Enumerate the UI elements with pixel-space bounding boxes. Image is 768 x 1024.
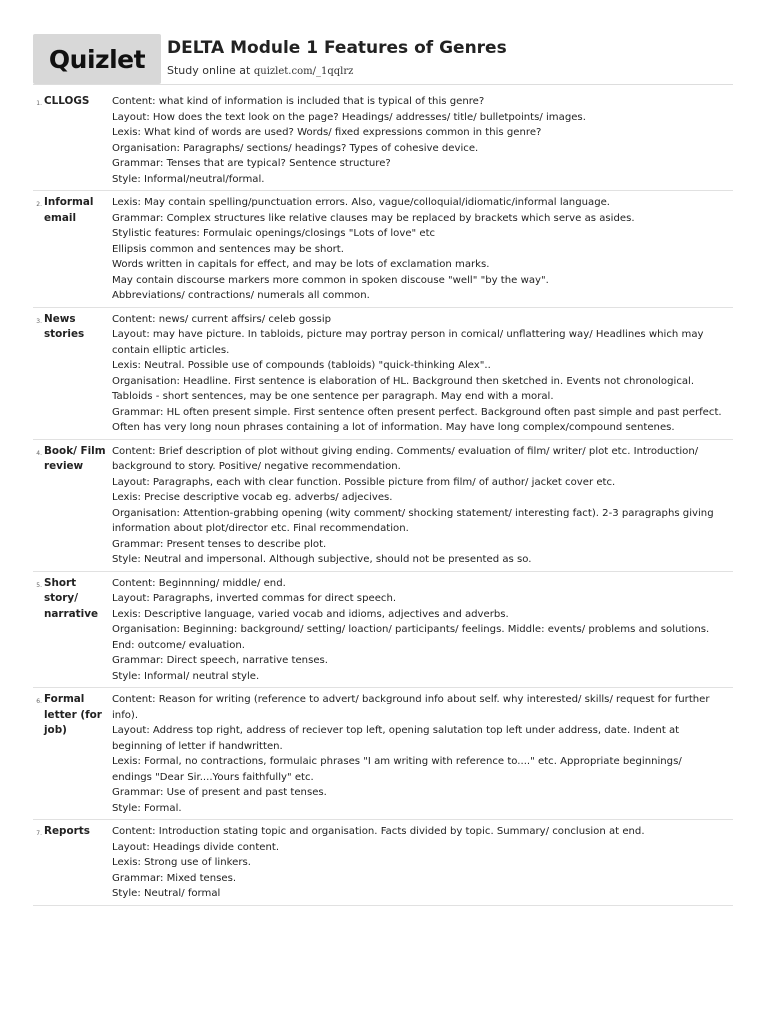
- definition-line: Grammar: HL often present simple. First sentence often present perfect. Background often past simple and past perfect.: [112, 406, 722, 418]
- study-online-label: Study online at: [167, 64, 254, 77]
- term-label: [44, 824, 112, 902]
- term-row: [33, 440, 733, 572]
- term-label-line: job): [44, 724, 67, 736]
- term-label: [44, 195, 112, 304]
- definition-line: Lexis: Formal, no contractions, formulaic phrases "I am writing with reference to...." etc. Appropriate beginnings/: [112, 756, 682, 767]
- set-title: DELTA Module 1 Features of Genres: [167, 38, 507, 58]
- term-definition: [112, 312, 733, 436]
- definition-line: Organisation: Paragraphs/ sections/ headings? Types of cohesive device.: [112, 142, 479, 154]
- definition-line: Content: news/ current affsirs/ celeb gossip: [112, 313, 332, 325]
- definition-line: info).: [112, 709, 139, 721]
- term-label-line: narrative: [44, 607, 99, 620]
- definition-line: Lexis: Descriptive language, varied vocab and idioms, adjectives and adverbs.: [112, 608, 509, 620]
- definition-line: Content: Beginnning/ middle/ end.: [112, 577, 286, 589]
- definition-line: May contain discourse markers more common in spoken discouse "well" "by the way".: [112, 274, 549, 286]
- term-label-line: letter (for: [44, 708, 102, 721]
- term-label-line: Short: [44, 576, 77, 589]
- definition-line: Grammar: Complex structures like relative clauses may be replaced by brackets which serve as asides.: [112, 212, 635, 224]
- definition-line: Organisation: Beginning: background/ setting/ loaction/ participants/ feelings. Middle: events/ problems and solutions.: [112, 624, 710, 635]
- term-label-line: review: [44, 460, 84, 472]
- term-label-line: Book/ Film: [44, 444, 106, 457]
- definition-line: Grammar: Use of present and past tenses.: [112, 787, 327, 798]
- definition-line: Content: what kind of information is included that is typical of this genre?: [112, 96, 485, 107]
- term-number: 3.: [36, 317, 42, 325]
- definition-line: Abbreviations/ contractions/ numerals all common.: [112, 290, 370, 301]
- term-label: [44, 94, 112, 187]
- term-label: [44, 444, 112, 568]
- definition-line: Lexis: Strong use of linkers.: [112, 857, 251, 868]
- term-row: [33, 688, 733, 820]
- term-label-line: stories: [44, 328, 85, 340]
- definition-line: Grammar: Tenses that are typical? Sentence structure?: [112, 158, 391, 169]
- term-label: [44, 576, 112, 685]
- term-definition: [112, 94, 733, 187]
- definition-line: End: outcome/ evaluation.: [112, 639, 245, 651]
- definition-line: Ellipsis common and sentences may be short.: [112, 243, 344, 255]
- term-number: 5.: [36, 581, 42, 589]
- definition-line: Lexis: Precise descriptive vocab eg. adverbs/ adjecives.: [112, 492, 393, 503]
- term-row: [33, 191, 733, 308]
- definition-line: Grammar: Direct speech, narrative tenses.: [112, 655, 329, 666]
- header-divider: [33, 84, 733, 85]
- term-list: [33, 90, 733, 906]
- definition-line: Style: Informal/ neutral style.: [112, 670, 260, 682]
- definition-line: Content: Introduction stating topic and organisation. Facts divided by topic. Summary/ conclusion at end.: [112, 826, 645, 837]
- term-label-line: email: [44, 211, 77, 224]
- term-label-line: News: [44, 312, 76, 325]
- term-label-line: story/: [44, 592, 78, 604]
- definition-line: Layout: Headings divide content.: [112, 841, 280, 853]
- term-label-line: Reports: [44, 825, 90, 837]
- definition-line: Style: Neutral and impersonal. Although subjective, should not be presented as so.: [112, 554, 532, 565]
- term-number: 6.: [36, 698, 42, 705]
- term-definition: [112, 576, 733, 685]
- definition-line: Stylistic features: Formulaic openings/closings "Lots of love" etc: [112, 228, 436, 239]
- definition-line: Grammar: Present tenses to describe plot.: [112, 538, 327, 550]
- quizlet-logo[interactable]: Quizlet: [33, 34, 161, 84]
- definition-line: Often has very long noun phrases containing a lot of information. May have long complex/compound sentenes.: [112, 422, 675, 433]
- study-online-line: [167, 64, 353, 77]
- definition-line: Style: Formal.: [112, 802, 182, 814]
- definition-line: Lexis: May contain spelling/punctuation errors. Also, vague/colloquial/idiomatic/informal language.: [112, 197, 611, 208]
- definition-line: information about plot/director etc. Final recommendation.: [112, 523, 409, 534]
- definition-line: beginning of letter if handwritten.: [112, 740, 283, 752]
- term-number: 2.: [36, 201, 42, 208]
- term-row: [33, 572, 733, 689]
- definition-line: Grammar: Mixed tenses.: [112, 872, 237, 884]
- term-row: [33, 820, 733, 906]
- term-label-line: CLLOGS: [44, 95, 90, 107]
- term-label: [44, 692, 112, 816]
- definition-line: Tabloids - short sentences, may be one sentence per paragraph. May end with a moral.: [112, 391, 554, 402]
- term-row: [33, 308, 733, 440]
- definition-line: Words written in capitals for effect, and may be lots of exclamation marks.: [112, 259, 490, 270]
- definition-line: contain elliptic articles.: [112, 344, 230, 356]
- definition-line: Content: Brief description of plot without giving ending. Comments/ evaluation of film/ writer/ plot etc. Introduction/: [112, 445, 699, 457]
- term-definition: [112, 692, 733, 816]
- term-number: 1.: [36, 100, 42, 107]
- definition-line: Organisation: Attention-grabbing opening (wity comment/ shocking statement/ interesting fact). 2-3 paragraphs giving: [112, 507, 714, 519]
- term-definition: [112, 195, 733, 304]
- definition-line: Layout: Paragraphs, each with clear function. Possible picture from film/ of author/ jacket cover etc.: [112, 476, 616, 488]
- page-header: [33, 34, 733, 84]
- term-row: [33, 90, 733, 191]
- term-definition: [112, 824, 733, 902]
- definition-line: Lexis: What kind of words are used? Words/ fixed expressions common in this genre?: [112, 127, 542, 138]
- definition-line: Layout: Paragraphs, inverted commas for direct speech.: [112, 593, 397, 604]
- definition-line: Layout: may have picture. In tabloids, picture may portray person in comical/ unflattering way/ Headlines which may: [112, 329, 704, 340]
- definition-line: Organisation: Headline. First sentence is elaboration of HL. Background then sketched in. Events not chronological.: [112, 375, 695, 387]
- definition-line: Layout: Address top right, address of reciever top left, opening salutation top left under address, date. Indent at: [112, 725, 680, 736]
- term-label-line: Informal: [44, 196, 94, 208]
- term-number: 7.: [36, 830, 42, 837]
- definition-line: background to story. Positive/ negative recommendation.: [112, 461, 401, 472]
- study-online-link[interactable]: quizlet.com/_1qqlrz: [253, 66, 354, 77]
- term-label-line: Formal: [44, 693, 85, 705]
- term-number: 4.: [36, 449, 42, 457]
- term-label: [44, 312, 112, 436]
- term-definition: [112, 444, 733, 568]
- definition-line: endings "Dear Sir....Yours faithfully" etc.: [112, 771, 314, 783]
- definition-line: Lexis: Neutral. Possible use of compounds (tabloids) "quick-thinking Alex"..: [112, 360, 491, 371]
- definition-line: Style: Neutral/ formal: [112, 888, 221, 899]
- definition-line: Style: Informal/neutral/formal.: [112, 173, 265, 185]
- definition-line: Layout: How does the text look on the page? Headings/ addresses/ title/ bulletpoints/ images.: [112, 111, 586, 123]
- definition-line: Content: Reason for writing (reference to advert/ background info about self. why interested/ skills/ request for further: [112, 694, 710, 705]
